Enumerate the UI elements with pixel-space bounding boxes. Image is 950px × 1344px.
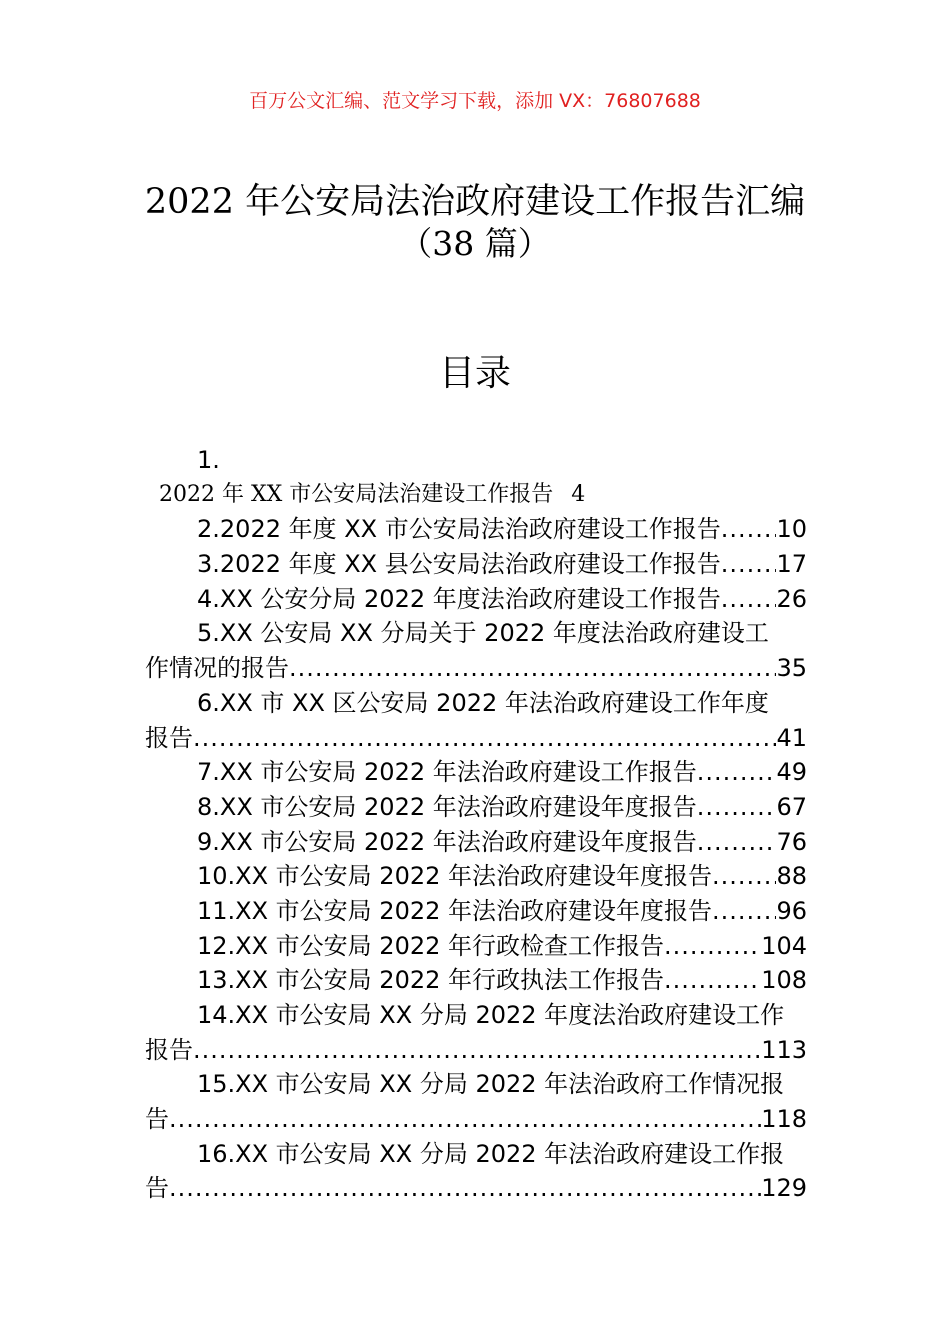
toc-entry-title-line2-row — [145, 1171, 807, 1206]
toc-entry-page: 118 — [761, 1105, 807, 1134]
table-of-contents — [145, 443, 807, 1206]
toc-entry-title-line2-row — [145, 721, 807, 756]
toc-leader-dots — [697, 790, 777, 825]
toc-entry-page: 76 — [776, 827, 807, 856]
toc-entry-page: 17 — [776, 550, 807, 579]
toc-entry-title-line2-row — [145, 1102, 807, 1137]
toc-entry-3[interactable] — [145, 547, 807, 582]
toc-entry-title-line2: 告 — [145, 1174, 169, 1203]
toc-entry-13[interactable] — [145, 963, 807, 998]
toc-entry-title: 2.2022 年度 XX 市公安局法治政府建设工作报告 — [197, 515, 721, 544]
toc-entry-title-line2: 报告 — [145, 723, 193, 752]
toc-leader-dots — [697, 825, 777, 860]
toc-leader-dots — [697, 755, 777, 790]
toc-entry-title: 7.XX 市公安局 2022 年法治政府建设工作报告 — [197, 758, 697, 787]
toc-entry-8[interactable] — [145, 790, 807, 825]
toc-entry-9[interactable] — [145, 825, 807, 860]
toc-entry-title-line1: 14.XX 市公安局 XX 分局 2022 年度法治政府建设工作 — [197, 1001, 785, 1029]
toc-entry-title: 10.XX 市公安局 2022 年法治政府建设年度报告 — [197, 862, 713, 891]
toc-leader-dots — [289, 651, 776, 686]
toc-entry-title-line2: 报告 — [145, 1035, 193, 1064]
toc-entry-title-line2-row — [145, 1033, 807, 1068]
toc-entry-page: 108 — [761, 966, 807, 995]
toc-entry-11[interactable] — [145, 894, 807, 929]
toc-leader-dots — [169, 1171, 761, 1206]
toc-entry-16[interactable] — [145, 1137, 807, 1206]
toc-entry-page: 49 — [776, 758, 807, 787]
toc-entry-title-line1: 16.XX 市公安局 XX 分局 2022 年法治政府建设工作报 — [197, 1139, 785, 1168]
toc-leader-dots — [721, 512, 777, 547]
toc-entry-title: 9.XX 市公安局 2022 年法治政府建设年度报告 — [197, 827, 697, 856]
document-count: （38 篇） — [399, 224, 551, 263]
toc-leader-dots — [664, 929, 761, 964]
toc-leader-dots — [712, 859, 776, 894]
watermark-banner: 百万公文汇编、范文学习下载，添加 VX：76807688 — [249, 90, 701, 112]
toc-entry-2[interactable] — [145, 512, 807, 547]
toc-leader-dots — [712, 894, 776, 929]
toc-entry-12[interactable] — [145, 929, 807, 964]
toc-entry-7[interactable] — [145, 755, 807, 790]
toc-leader-dots — [193, 1033, 761, 1068]
toc-leader-dots — [664, 963, 761, 998]
toc-entry-title-line1: 6.XX 市 XX 区公安局 2022 年法治政府建设工作年度 — [197, 688, 769, 717]
toc-entry-1[interactable] — [145, 478, 807, 513]
toc-entry-title-line1: 5.XX 公安局 XX 分局关于 2022 年度法治政府建设工 — [197, 619, 769, 648]
toc-leader-dots — [721, 582, 777, 617]
toc-entry-10[interactable] — [145, 859, 807, 894]
toc-entry-title: 4.XX 公安分局 2022 年度法治政府建设工作报告 — [197, 584, 721, 613]
toc-entry-15[interactable] — [145, 1067, 807, 1136]
toc-entry-page: 67 — [776, 792, 807, 821]
toc-entry-page: 129 — [761, 1174, 807, 1203]
toc-leader-dots — [169, 1102, 761, 1137]
toc-entry-title: 11.XX 市公安局 2022 年法治政府建设年度报告 — [197, 896, 713, 925]
toc-entry-title: 8.XX 市公安局 2022 年法治政府建设年度报告 — [197, 792, 697, 821]
toc-entry-title-line2: 作情况的报告 — [145, 654, 289, 683]
toc-entry-1-number: 1. — [197, 446, 220, 474]
toc-entry-14[interactable] — [145, 998, 807, 1067]
toc-entry-title-line2: 告 — [145, 1105, 169, 1134]
toc-entry-6[interactable] — [145, 686, 807, 755]
toc-entry-title: 2022 年 XX 市公安局法治建设工作报告 — [159, 481, 554, 507]
toc-entry-page: 96 — [776, 896, 807, 925]
toc-entry-title-line2-row — [145, 651, 807, 686]
toc-entry-page: 113 — [761, 1035, 807, 1064]
toc-entry-page: 41 — [776, 723, 807, 752]
toc-heading: 目录 — [438, 353, 511, 394]
toc-entry-4[interactable] — [145, 582, 807, 617]
toc-entry-page: 88 — [776, 862, 807, 891]
toc-entry-page: 10 — [776, 515, 807, 544]
toc-entry-title: 3.2022 年度 XX 县公安局法治政府建设工作报告 — [197, 550, 721, 579]
document-title: 2022 年公安局法治政府建设工作报告汇编 — [144, 182, 806, 222]
toc-entry-title-line1: 15.XX 市公安局 XX 分局 2022 年法治政府工作情况报 — [197, 1070, 785, 1099]
toc-leader-dots — [193, 721, 776, 756]
toc-entry-title: 13.XX 市公安局 2022 年行政执法工作报告 — [197, 966, 665, 995]
toc-entry-page: 4 — [571, 481, 586, 507]
toc-entry-5[interactable] — [145, 616, 807, 685]
toc-leader-dots — [721, 547, 777, 582]
toc-entry-page: 35 — [776, 654, 807, 683]
toc-entry-page: 26 — [776, 584, 807, 613]
toc-entry-page: 104 — [761, 931, 807, 960]
toc-entry-title: 12.XX 市公安局 2022 年行政检查工作报告 — [197, 931, 665, 960]
